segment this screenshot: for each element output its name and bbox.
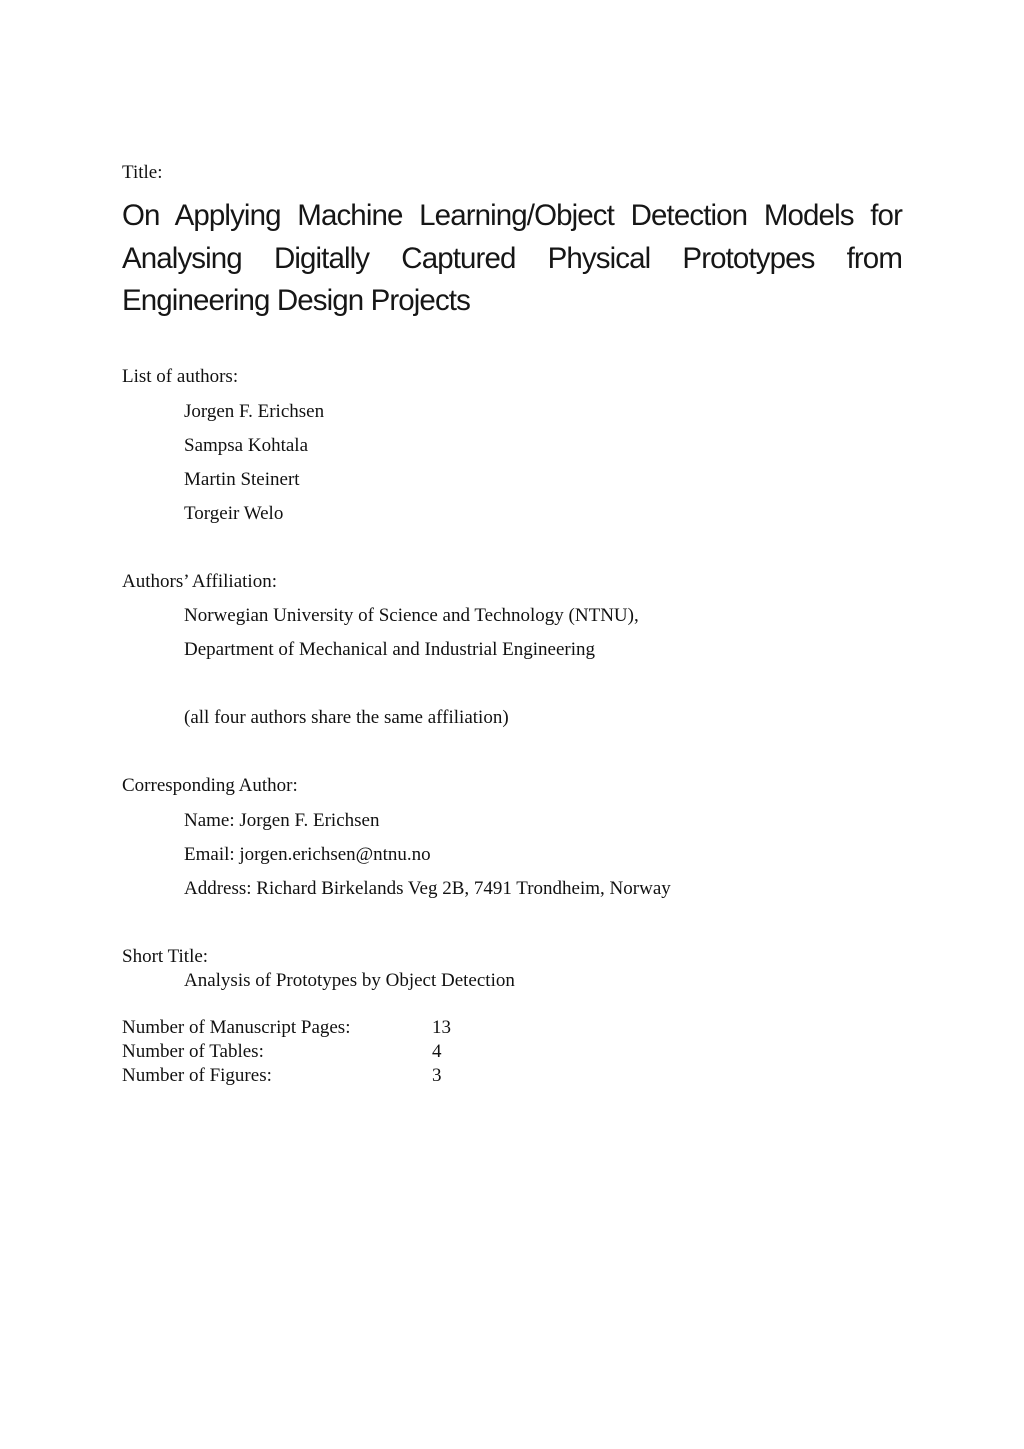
paper-title-line-1: On Applying Machine Learning/Object Detection Models for — [122, 199, 902, 232]
corresponding-address: Address: Richard Birkelands Veg 2B, 7491 Trondheim, Norway — [184, 878, 671, 899]
corresponding-email: Email: jorgen.erichsen@ntnu.no — [184, 844, 431, 865]
figures-value: 3 — [432, 1065, 442, 1086]
figures-label: Number of Figures: — [122, 1065, 272, 1086]
affiliation-line-2: Department of Mechanical and Industrial Engineering — [184, 639, 595, 660]
paper-title-line-3: Engineering Design Projects — [122, 284, 470, 317]
affiliation-line-1: Norwegian University of Science and Technology (NTNU), — [184, 605, 639, 626]
title-label: Title: — [122, 162, 163, 183]
manuscript-pages-label: Number of Manuscript Pages: — [122, 1017, 351, 1038]
short-title: Analysis of Prototypes by Object Detection — [184, 970, 515, 991]
affiliation-note: (all four authors share the same affiliation) — [184, 707, 509, 728]
short-title-label: Short Title: — [122, 946, 209, 967]
paper-title-line-2: Analysing Digitally Captured Physical Prototypes from — [122, 241, 902, 275]
corresponding-author-label: Corresponding Author: — [122, 775, 298, 796]
author-4: Torgeir Welo — [184, 503, 284, 524]
author-3: Martin Steinert — [184, 469, 300, 490]
manuscript-pages-value: 13 — [432, 1017, 451, 1038]
tables-value: 4 — [432, 1041, 442, 1062]
author-1: Jorgen F. Erichsen — [184, 401, 325, 422]
paper-title — [122, 195, 902, 323]
tables-label: Number of Tables: — [122, 1041, 264, 1062]
authors-label: List of authors: — [122, 366, 239, 387]
author-2: Sampsa Kohtala — [184, 435, 309, 456]
affiliation-label: Authors’ Affiliation: — [122, 571, 277, 592]
corresponding-name: Name: Jorgen F. Erichsen — [184, 810, 380, 831]
